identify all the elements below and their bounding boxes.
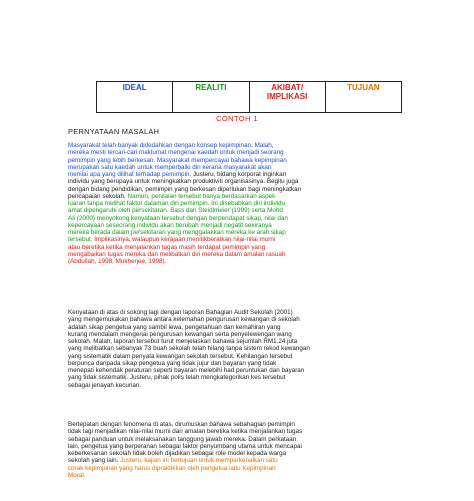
legend-ideal xyxy=(97,82,173,113)
text-line: kepercayaan seseorang individu akan berubah menjadi negatif sekiranya xyxy=(68,221,272,229)
text-line xyxy=(68,236,386,243)
legend-realiti-label: REALITI xyxy=(195,83,227,92)
text-line: sebagai panduan untuk melaksanakan tanggung jawab mereka. Dalam perkataan xyxy=(68,435,297,443)
legend-table xyxy=(96,81,402,113)
text-line: yang mengemukakan bahawa antara kelemahan pengurusan kewangan di sekolah xyxy=(68,316,300,324)
text-line: merupakan satu kaedah untuk memperbaiki diri kerana masyarakat akan xyxy=(68,163,272,171)
legend-tujuan xyxy=(325,82,401,113)
legend-row xyxy=(97,82,402,113)
section-heading: PERNYATAAN MASALAH xyxy=(68,127,160,136)
text-line: luaran tanpa melihat faktor dalaman diri pemimpin. Ini disebabkan diri individu xyxy=(68,200,286,207)
text-line: mereka mesti tercari-cari maklumat mengenai kaedah untuk menjadi seorang xyxy=(68,149,284,157)
text-line xyxy=(68,171,386,178)
legend-akibat-line1: AKIBAT/ xyxy=(271,83,304,92)
text-line: atau beretika ketika menjalankan tugas masih terdapat pemimpin yang xyxy=(68,243,266,251)
text-line: Ali (2000) menyokong kenyataan tersebut dengan berpendapat sikap, nilai dan xyxy=(68,214,288,222)
text-line: yang sistematik dalam penyata kewangan sekolah tersebut. Kehilangan tersebut xyxy=(68,352,293,360)
text-line xyxy=(68,457,386,464)
text-line: lain, pengetua yang berperanan sebagai faktor penyumbang utama untuk mencapai xyxy=(68,442,302,450)
legend-ideal-label: IDEAL xyxy=(122,83,147,92)
text-segment: Justeru, bidang korporat inginkan xyxy=(192,171,287,178)
text-line: mengabaikan tugas mereka dan melibatkan diri mereka dalam amalan rasuah xyxy=(68,250,286,258)
text-segment: Justeru, kajian ini bertujuan untuk memperkenalkan satu xyxy=(120,457,278,465)
legend-tujuan-label: TUJUAN xyxy=(347,83,380,92)
text-line: amat dipengaruhi oleh persekitaran. Bass dan Steidlmeier (1999) serta Mohd xyxy=(68,207,283,215)
example-label: CONTOH 1 xyxy=(216,114,258,123)
paragraph-3 xyxy=(68,421,386,479)
text-segment: sekolah yang lain. xyxy=(68,457,121,465)
legend-realiti xyxy=(173,82,249,113)
text-line: menepati kehendak peraturan seperti bayaran melebihi had peruntukan dan bayaran xyxy=(68,367,305,374)
text-segment: tersebut. xyxy=(68,236,95,244)
text-line: adalah sikap pengetua yang sambil lewa, pengetahuan dan kemahiran yang xyxy=(68,323,281,331)
text-line: pemimpin yang lebih berkesan. Masyarakat mempercayai bahawa kepimpinan xyxy=(68,156,287,164)
paragraph-2 xyxy=(68,309,386,389)
text-line: Kenyataan di atas di sokong lagi dengan laporan Bahagian Audit Sekolah (2001) xyxy=(68,309,293,316)
text-line: yang tidak sistematik. Justeru, pihak polis telah mengkategorikan kes tersebut xyxy=(68,374,286,382)
text-segment: menilai apa yang dilihat terhadap pemimpin. xyxy=(68,171,193,178)
text-line: yang melibatkan sebanyak 73 buah sekolah telah hilang tanpa sistem rekod kewangan xyxy=(68,345,310,353)
legend-akibat xyxy=(249,82,325,113)
text-line: (Abdullah, 1998; Mukherjee, 1998). xyxy=(68,258,167,265)
text-line: kurang mendalam mengenai pengurusan kewangan serta penyelewengan wang xyxy=(68,330,292,338)
text-line: berpunca daripada sikap pengetua yang tidak jujur dan bayaran yang tidak xyxy=(68,359,277,367)
text-line: tidak lagi menjadikan nilai-nilai murni dan amalan beretika ketika menjalankan tugas xyxy=(68,428,303,436)
text-line: dengan bidang pendidikan, pemimpin yang berkesan diperlukan bagi meningkatkan xyxy=(68,185,302,193)
text-line: Moral. xyxy=(68,471,86,479)
text-segment: Implikasinya, walaupun kerajaan menitikberatkan nilai-nilai murni xyxy=(94,236,276,244)
text-line: Masyarakat telah banyak didedahkan dengan konsep kepimpinan. Malah, xyxy=(68,142,274,149)
text-line: keberkesanan sekolah tidak boleh dijadikan sebagai role model kepada warga xyxy=(68,450,287,457)
text-segment: pencapaian sekolah. xyxy=(68,192,128,200)
text-line: individu yang berupaya untuk meningkatkan produktiviti organisasinya. Begitu juga xyxy=(68,178,299,186)
legend-akibat-line2: IMPLIKASI xyxy=(266,91,308,101)
text-line: corak kepimpinan yang harus dipraktikkan oleh pengetua iaitu Kepimpinan xyxy=(68,464,276,472)
text-line: sebagai jenayah kecurian. xyxy=(68,381,142,389)
text-line: mereka berada dalam persekitaran yang menggalakkan mereka ke arah sikap xyxy=(68,229,286,236)
text-line xyxy=(68,193,386,200)
text-line: Bertepatan dengan fenomena di atas, dirumuskan bahawa sebahagian pemimpin xyxy=(68,421,295,428)
text-segment: Namun, penilaian tersebut hanya berdasarkan aspek xyxy=(127,192,276,200)
paragraph-1 xyxy=(68,142,386,265)
text-line: sekolah. Malah, laporan tersebut turut menjelaskan bahawa sejumlah RM1.24 juta xyxy=(68,338,298,345)
